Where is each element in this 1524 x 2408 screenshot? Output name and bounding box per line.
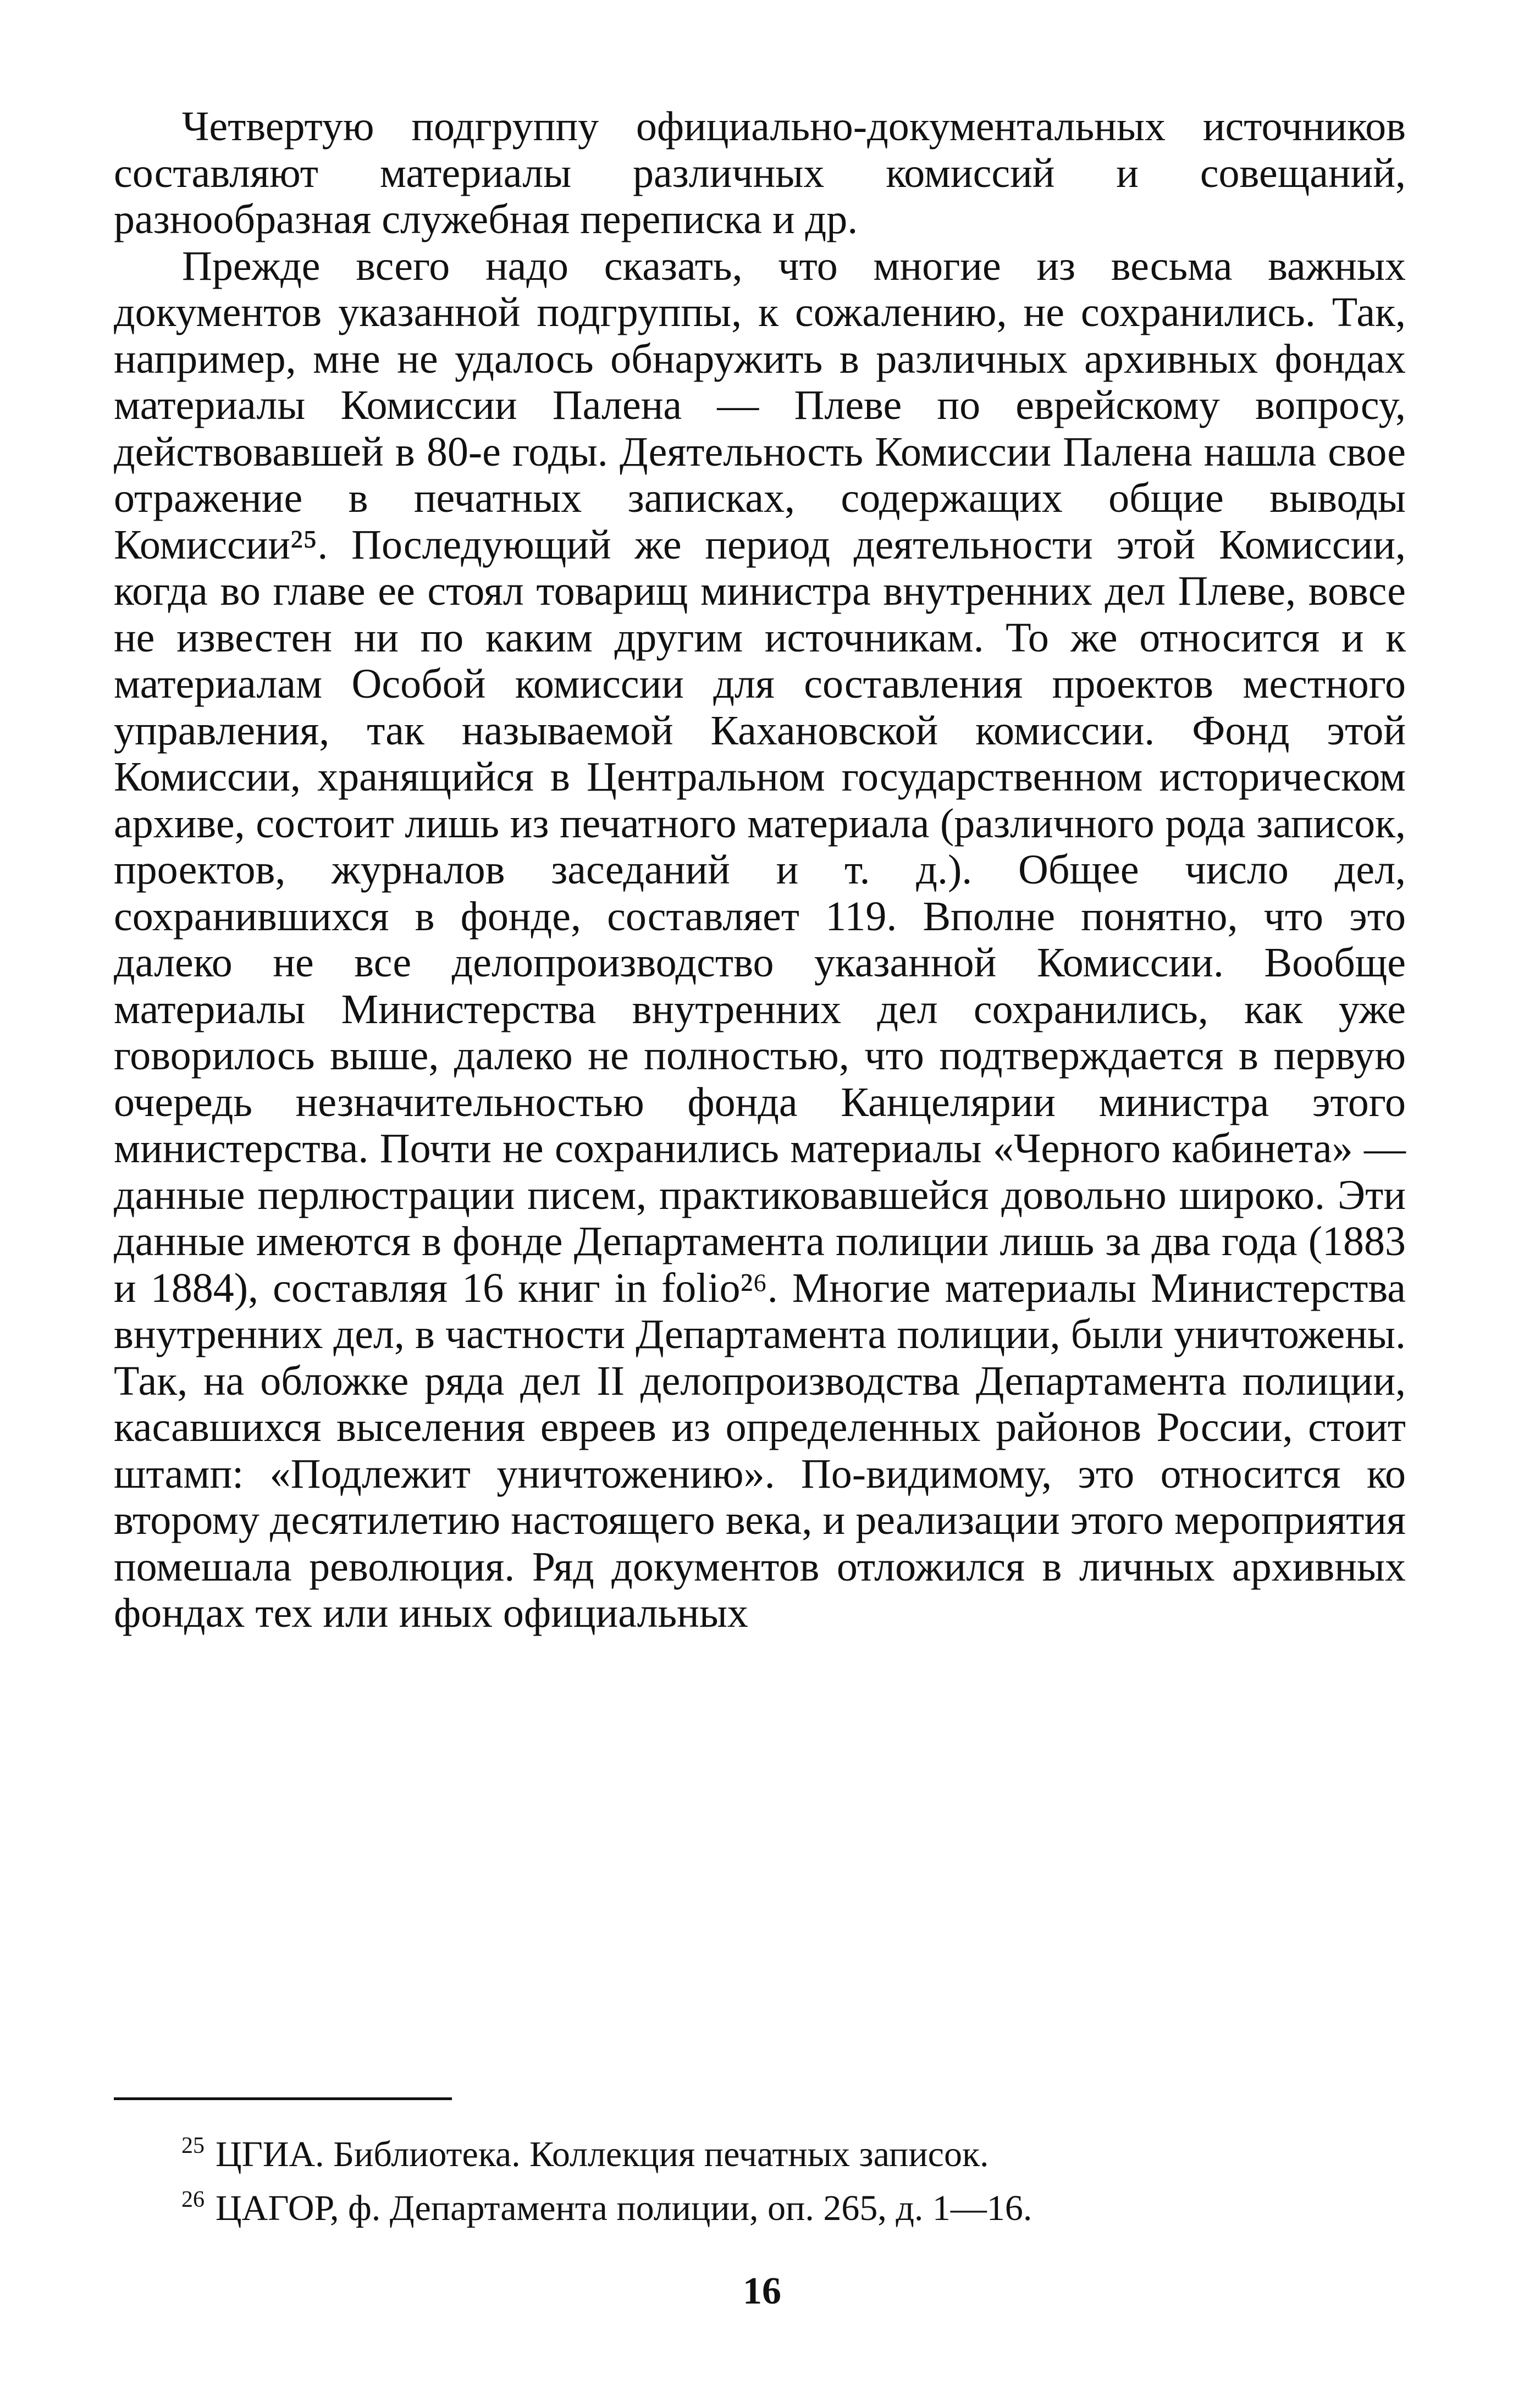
footnote-text: ЦАГОР, ф. Департамента полиции, оп. 265, д. 1—16. — [216, 2188, 1032, 2228]
footnote-marker: 25 — [181, 2133, 205, 2158]
paragraph-2: Прежде всего надо сказать, что многие из весьма важных документов указанной подгруппы, к сожалению, не сохранились. Так, например, мне не удалось обнаружить в различных архивных фондах материалы Комиссии Палена — Плеве по еврейскому вопросу, действовавшей в 80-е годы. Деятельность Комиссии Палена нашла свое отражение в печатных записках, содержащих общие выводы Комиссии²⁵. Последующий же период деятельности этой Комиссии, когда во главе ее стоял товарищ министра внутренних дел Плеве, вовсе не известен ни по каким другим источникам. То же относится и к материалам Особой комиссии для составления проектов местного управления, так называемой Кахановской комиссии. Фонд этой Комиссии, хранящийся в Центральном государственном историческом архиве, состоит лишь из печатного материала (различного рода записок, проектов, журналов заседаний и т. д.). Общее число дел, сохранившихся в фонде, составляет 119. Вполне понятно, что это далеко не все делопроизводство указанной Комиссии. Вообще материалы Министерства внутренних дел сохранились, как уже говорилось выше, далеко не полностью, что подтверждается в первую очередь незначительностью фонда Канцелярии министра этого министерства. Почти не сохранились материалы «Черного кабинета» — данные перлюстрации писем, практиковавшейся довольно широко. Эти данные имеются в фонде Департамента полиции лишь за два года (1883 и 1884), составляя 16 книг in folio²⁶. Многие материалы Министерства внутренних дел, в частности Департамента полиции, были уничтожены. Так, на обложке ряда дел II делопроизводства Департамента полиции, касавшихся выселения евреев из определенных районов России, стоит штамп: «Подлежит уничтожению». По-видимому, это относится ко второму десятилетию настоящего века, и реализации этого мероприятия помешала революция. Ряд документов отложился в личных архивных фондах тех или иных официальных — [114, 242, 1406, 1636]
body-text — [114, 103, 1406, 1637]
footnote-divider — [114, 2097, 452, 2100]
footnote-26 — [181, 2177, 1402, 2231]
footnote-text: ЦГИА. Библиотека. Коллекция печатных записок. — [216, 2134, 989, 2174]
footnote-marker: 26 — [181, 2187, 205, 2212]
page-number: 16 — [743, 2270, 781, 2312]
footnote-25 — [181, 2123, 1402, 2177]
paragraph-1: Четвертую подгруппу официально-документальных источников составляют материалы различных комиссий и совещаний, разнообразная служебная переписка и др. — [114, 103, 1406, 242]
footnotes — [181, 2123, 1402, 2231]
